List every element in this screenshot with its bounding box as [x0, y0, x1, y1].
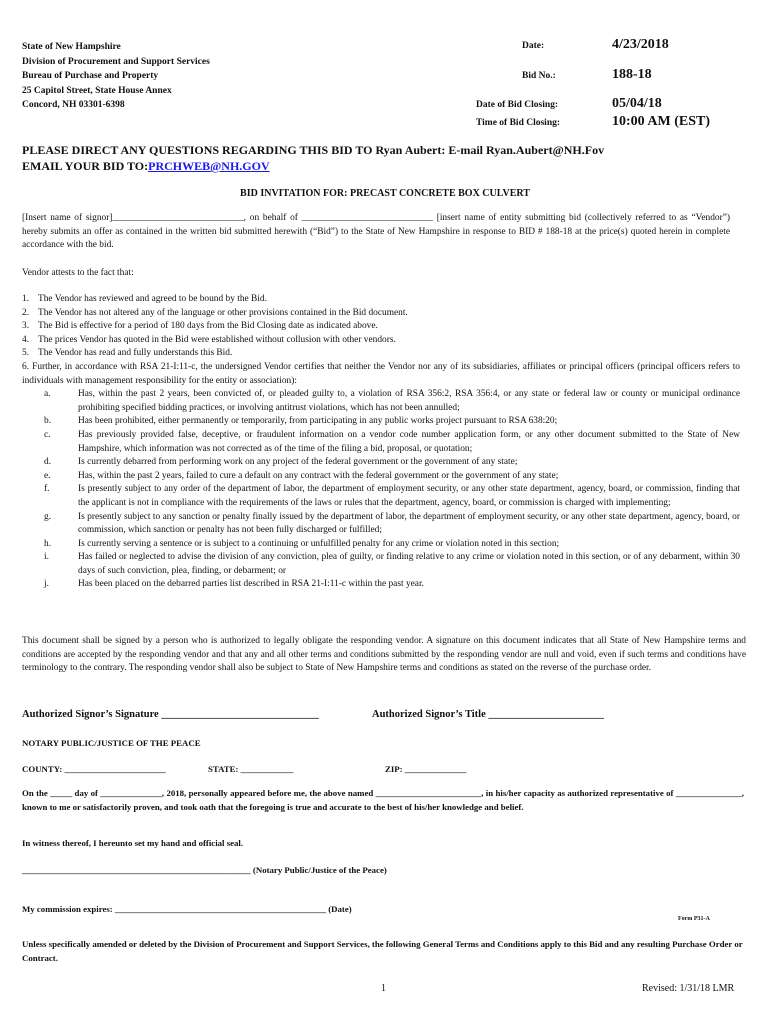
agency-line: State of New Hampshire	[22, 42, 121, 52]
item-number: 1.	[22, 294, 30, 304]
attestation-list	[22, 293, 740, 592]
closing-date-value: 05/04/18	[612, 96, 662, 111]
sub-letter: c.	[44, 429, 51, 440]
sub-text: Is currently serving a sentence or is subject to a continuing or unfulfilled penalty for any crime or violation noted in this section;	[78, 538, 560, 549]
page-number: 1	[381, 983, 386, 994]
item-text: Further, in accordance with RSA 21-I:11-c, the undersigned Vendor certifies that neither the Vendor nor any of its subsidiaries, affiliates or principal officers (principal officers refers to individuals with management responsibility for the entity or association):	[22, 361, 740, 386]
sub-item	[22, 429, 740, 456]
item-text: The Vendor has read and fully understands this Bid.	[38, 348, 233, 359]
agency-line: Division of Procurement and Support Services	[22, 56, 210, 67]
list-item	[22, 307, 740, 321]
item-number: 6.	[22, 361, 30, 372]
email-link[interactable]: PRCHWEB@NH.GOV	[148, 159, 270, 173]
date-label: Date:	[522, 41, 545, 51]
item-text: The prices Vendor has quoted in the Bid were established without collusion with other vendors.	[38, 334, 396, 345]
sub-text: Has failed or neglected to advise the division of any conviction, plea of guilty, or finding relative to any crime or violation noted in this section, or of any debarment, within 30 days of such conviction, plea, finding, or debarment; or	[78, 552, 740, 576]
sub-text: Is presently subject to any sanction or penalty finally issued by the department of labor, the department of employment security, or any other state department, agency, board, or commission, which sanction or penalty has not been fully discharged or fulfilled;	[78, 511, 740, 536]
closing-time-label: Time of Bid Closing:	[476, 118, 561, 128]
commission-expires-field[interactable]: My commission expires: ________________________________________________ (Date)	[22, 904, 352, 914]
sub-text: Has, within the past 2 years, been convicted of, or pleaded guilty to, a violation of RSA 356:2, RSA 356:4, or any state or federal law or county or municipal ordinance prohibiting specified bidding practices, or involving antitrust violations, which has not been annulled;	[78, 389, 740, 413]
attests-line: Vendor attests to the fact that:	[22, 268, 134, 278]
sub-letter: h.	[44, 538, 52, 549]
closing-time-value: 10:00 AM (EST)	[612, 114, 710, 129]
bid-no-value: 188-18	[612, 67, 652, 82]
zip-field[interactable]: ZIP: ______________	[385, 764, 467, 774]
signor-title-field[interactable]: Authorized Signor’s Title ______________________	[372, 709, 604, 720]
item-text: The Vendor has reviewed and agreed to be bound by the Bid.	[38, 294, 267, 304]
sub-letter: f.	[44, 484, 50, 495]
sub-letter: a.	[44, 389, 51, 400]
bid-no-label: Bid No.:	[522, 71, 556, 81]
list-item	[22, 320, 740, 334]
notary-heading: NOTARY PUBLIC/JUSTICE OF THE PEACE	[22, 738, 201, 748]
notary-appearance: On the _____ day of ______________, 2018, personally appeared before me, the above named ________________________, in his/her capacity as authorized representative of _______________, known to me or satisfactorily proven, and took oath that the foregoing is true and accurate to the best of his/her knowledge and belief.	[22, 788, 744, 812]
sub-text: Has been prohibited, either permanently or temporarily, from participating in any public works project pursuant to RSA 638:20;	[78, 416, 558, 427]
agency-line: Bureau of Purchase and Property	[22, 71, 159, 81]
closing-date-label: Date of Bid Closing:	[476, 100, 559, 110]
agency-line: Concord, NH 03301-6398	[22, 100, 125, 110]
sub-text: Has, within the past 2 years, failed to cure a default on any contract with the federal government or the government of any state;	[78, 470, 559, 481]
terms-notice: Unless specifically amended or deleted by the Division of Procurement and Support Services, the following General Terms and Conditions apply to this Bid and any resulting Purchase Order or Contract.	[22, 939, 743, 963]
form-code: Form P31-A	[678, 916, 710, 922]
email-line	[22, 158, 752, 174]
signor-signature-field[interactable]: Authorized Signor’s Signature ______________________________	[22, 709, 319, 720]
sub-item	[22, 511, 740, 538]
list-item	[22, 347, 740, 361]
list-item	[22, 361, 740, 388]
email-prefix: EMAIL YOUR BID TO:	[22, 159, 149, 173]
bid-title: BID INVITATION FOR: PRECAST CONCRETE BOX CULVERT	[240, 188, 530, 199]
sub-item	[22, 470, 740, 484]
agency-line: 25 Capitol Street, State House Annex	[22, 85, 172, 96]
list-item	[22, 334, 740, 348]
sub-letter: g.	[44, 511, 52, 522]
item-text: The Bid is effective for a period of 180 days from the Bid Closing date as indicated above.	[38, 321, 378, 332]
sub-text: Is presently subject to any order of the department of labor, the department of employment security, or any other state department, agency, board, or commission, finding that the applicant is not in compliance with the requirements of the laws or rules that the department, agency, board, or commission is charged with implementing;	[78, 484, 740, 508]
signature-paragraph: This document shall be signed by a person who is authorized to legally obligate the responding vendor. A signature on this document indicates that all State of New Hampshire terms and conditions are accepted by the responding vendor and that any and all other terms and conditions submitted by the responding vendor are null and void, even if such terms and conditions have terminology to the contrary. The responding vendor shall also be subject to State of New Hampshire terms and conditions as stated on the reverse of the purchase order.	[22, 636, 746, 674]
county-field[interactable]: COUNTY: _______________________	[22, 764, 166, 774]
agency-address	[22, 40, 322, 113]
sub-item	[22, 538, 740, 552]
sub-text: Has been placed on the debarred parties list described in RSA 21-I:11-c within the past year.	[78, 579, 424, 590]
sub-item	[22, 551, 740, 578]
sub-item	[22, 388, 740, 415]
witness-line: In witness thereof, I hereunto set my hand and official seal.	[22, 838, 244, 848]
notary-signature-field[interactable]: ____________________________________________________ (Notary Public/Justice of the Peace)	[22, 865, 387, 875]
sub-item	[22, 415, 740, 429]
sub-item	[22, 578, 740, 592]
sub-letter: j.	[44, 579, 49, 590]
intro-paragraph: [Insert name of signor]____________________________, on behalf of ____________________________ [insert name of entity submitting bid (collectively referred to as “Vendor”) hereby submits an offer as contained in the written bid submitted herewith (“Bid”) to the State of New Hampshire in response to BID # 188-18 at the price(s) quoted herein in complete accordance with the bid.	[22, 213, 730, 251]
sub-letter: d.	[44, 457, 52, 468]
sub-letter: b.	[44, 416, 52, 427]
sub-text: Is currently debarred from performing work on any project of the federal government or the government of any state;	[78, 457, 518, 468]
item-text: The Vendor has not altered any of the language or other provisions contained in the Bid document.	[38, 307, 408, 318]
date-value: 4/23/2018	[612, 37, 669, 52]
item-number: 2.	[22, 307, 30, 318]
sub-item	[22, 456, 740, 470]
list-item	[22, 293, 740, 307]
sub-text: Has previously provided false, deceptive, or fraudulent information on a vendor code number application form, or any other document submitted to the State of New Hampshire, which information was not corrected as of the time of the filing a bid, proposal, or quotation;	[78, 429, 740, 454]
contact-block	[22, 142, 752, 174]
contact-line: PLEASE DIRECT ANY QUESTIONS REGARDING THIS BID TO Ryan Aubert: E-mail Ryan.Aubert@NH.Fov	[22, 143, 605, 157]
sub-letter: e.	[44, 470, 51, 481]
sub-item	[22, 483, 740, 510]
revision-note: Revised: 1/31/18 LMR	[642, 983, 735, 994]
sub-letter: i.	[44, 552, 49, 563]
state-field[interactable]: STATE: ____________	[208, 764, 294, 774]
item-number: 5.	[22, 348, 30, 359]
item-number: 4.	[22, 334, 30, 345]
item-number: 3.	[22, 321, 30, 332]
